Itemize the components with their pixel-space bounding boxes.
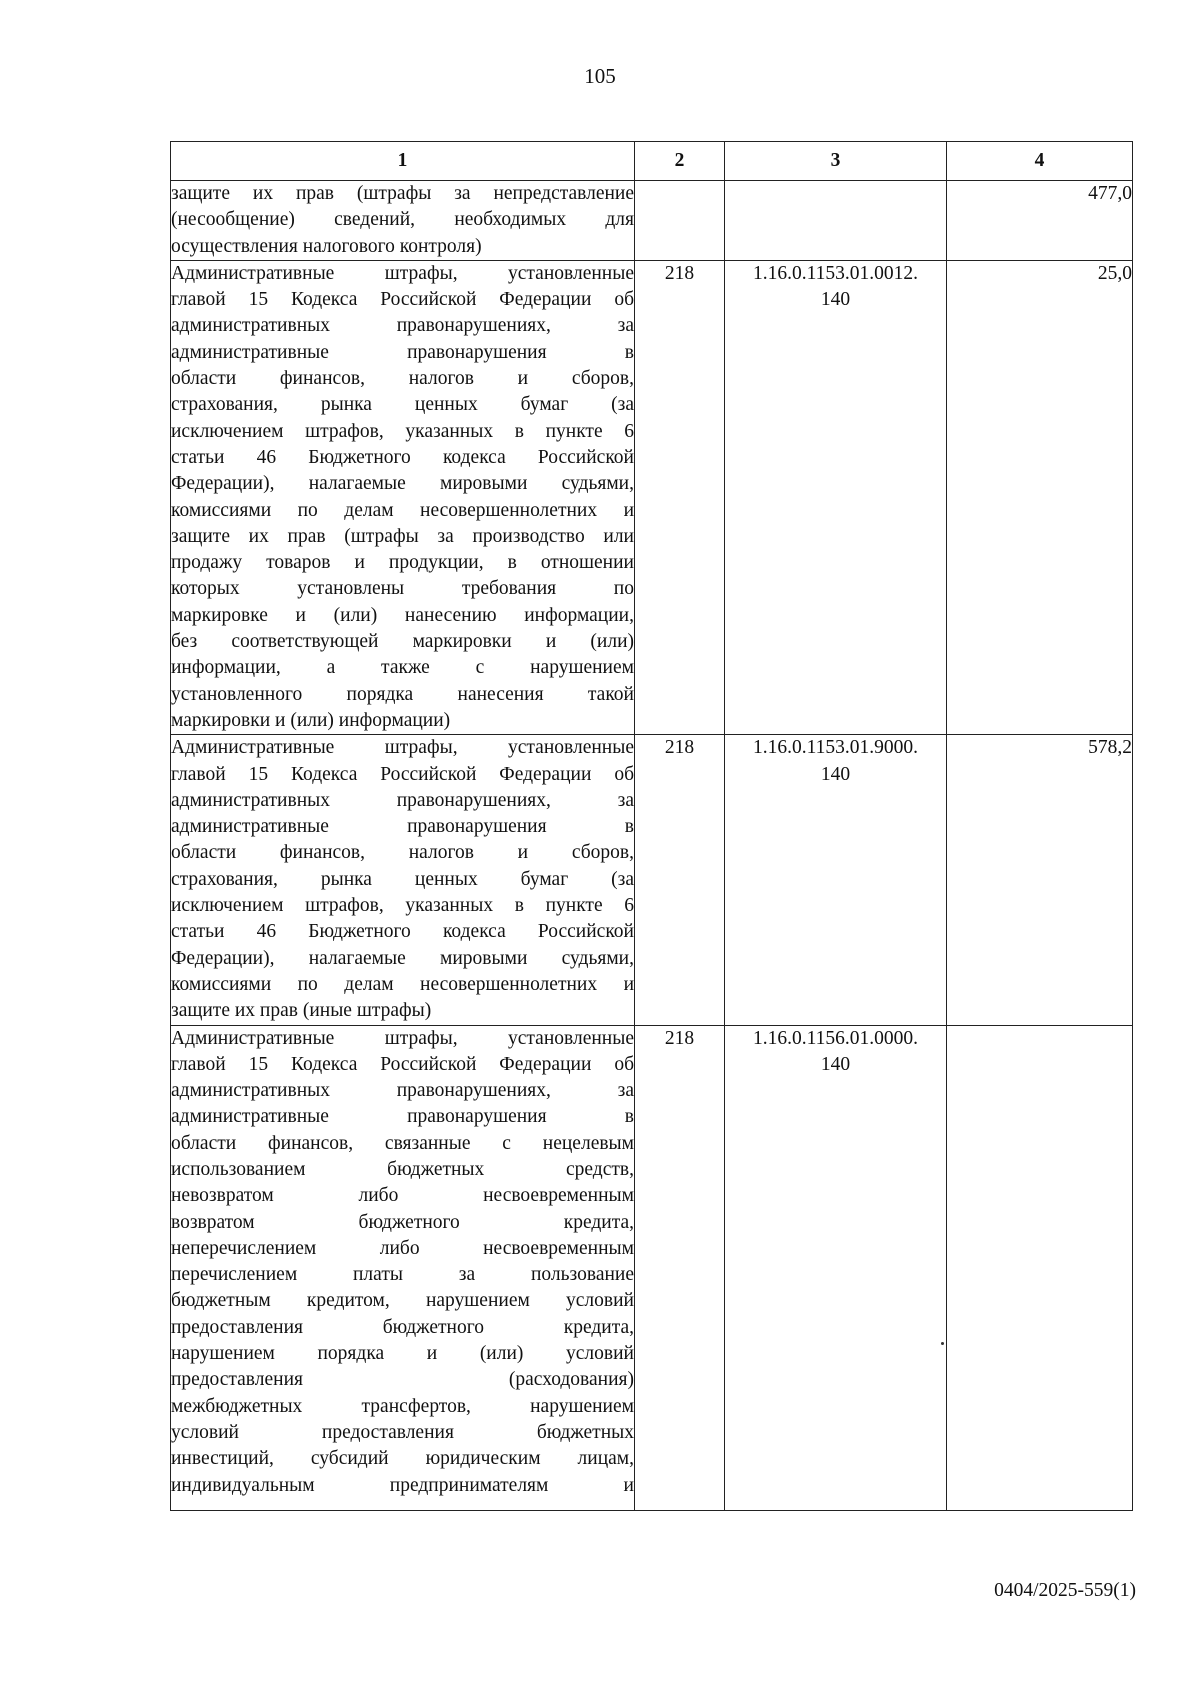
description-line: защите их прав (штрафы за производство или [171,525,634,547]
description-line: без соответствующей маркировки и (или) [171,631,634,653]
description-line: защите их прав (штрафы за непредставление [171,183,634,204]
description-line: главой 15 Кодекса Российской Федерации об [171,1053,634,1075]
description-line: административных правонарушениях, за [171,789,634,811]
description-line: использованием бюджетных средств, [171,1158,634,1180]
row-description [171,181,635,261]
description-line: маркировки и (или) информации) [171,709,451,731]
description-line: Административные штрафы, установленные [171,1027,634,1049]
kbk-code-line: 1.16.0.1153.01.0012. [752,262,919,284]
description-line: индивидуальным предпринимателям и [171,1474,634,1496]
description-line: установленного порядка нанесения такой [171,683,634,705]
kbk-code-line: 140 [820,289,851,311]
admin-code: 218 [635,1025,725,1510]
description-line: бюджетным кредитом, нарушением условий [171,1290,634,1312]
kbk-code [725,260,947,734]
description-line: информации, а также с нарушением [171,657,634,679]
amount: 25,0 [947,260,1133,734]
budget-revenue-table [170,141,1133,1511]
kbk-code [725,181,947,261]
table-header-row [171,142,1133,181]
amount: 578,2 [947,735,1133,1025]
amount [947,1025,1133,1510]
description-line: осуществления налогового контроля) [171,235,482,257]
description-line: межбюджетных трансфертов, нарушением [171,1395,634,1417]
description-line: области финансов, налогов и сборов, [171,842,634,864]
description-line: страхования, рынка ценных бумаг (за [171,868,634,890]
description-line: административных правонарушениях, за [171,1080,634,1102]
table-row [171,735,1133,1025]
row-description [171,735,635,1025]
description-line: административные правонарушения в [171,816,634,838]
description-line: неперечислением либо несвоевременным [171,1237,634,1259]
table-row [171,260,1133,734]
description-line: маркировке и (или) нанесению информации, [171,604,634,626]
description-line: области финансов, налогов и сборов, [171,368,634,390]
table-row [171,181,1133,261]
document-code: 0404/2025-559(1) [994,1580,1136,1601]
description-line: продажу товаров и продукции, в отношении [171,552,634,574]
description-line: страхования, рынка ценных бумаг (за [171,394,634,416]
description-line: административные правонарушения в [171,1106,634,1128]
description-line: комиссиями по делам несовершеннолетних и [171,499,634,521]
description-line: главой 15 Кодекса Российской Федерации об [171,763,634,785]
description-line: статьи 46 Бюджетного кодекса Российской [171,921,634,943]
amount: 477,0 [947,181,1133,261]
kbk-code [725,1025,947,1510]
description-line: условий предоставления бюджетных [171,1421,634,1443]
row-description [171,1025,635,1510]
table-body [171,181,1133,1511]
description-line: административных правонарушениях, за [171,315,634,337]
description-line: области финансов, связанные с нецелевым [171,1132,634,1154]
description-line: главой 15 Кодекса Российской Федерации об [171,289,634,311]
column-header-1: 1 [171,142,635,181]
description-line: комиссиями по делам несовершеннолетних и [171,973,634,995]
column-header-2: 2 [635,142,725,181]
page-number: 105 [584,64,616,88]
description-line: Административные штрафы, установленные [171,737,634,759]
description-line: исключением штрафов, указанных в пункте 6 [171,895,634,917]
column-header-3: 3 [725,142,947,181]
kbk-code-line: 1.16.0.1156.01.0000. [752,1027,919,1049]
admin-code: 218 [635,260,725,734]
description-line: статьи 46 Бюджетного кодекса Российской [171,446,634,468]
kbk-code-line: 140 [820,1053,851,1075]
description-line: административные правонарушения в [171,341,634,363]
description-line: (несообщение) сведений, необходимых для [171,209,634,231]
scan-speck [941,1342,944,1345]
kbk-code-line: 1.16.0.1153.01.9000. [752,737,919,759]
kbk-code-line: 140 [820,763,851,785]
description-line: перечислением платы за пользование [171,1264,634,1286]
kbk-code [725,735,947,1025]
description-line: нарушением порядка и (или) условий [171,1343,634,1365]
description-line: Федерации), налагаемые мировыми судьями, [171,473,634,495]
description-line: Федерации), налагаемые мировыми судьями, [171,947,634,969]
description-line: предоставления (расходования) [171,1369,634,1391]
description-line: Административные штрафы, установленные [171,262,634,284]
column-header-4: 4 [947,142,1133,181]
description-line: предоставления бюджетного кредита, [171,1316,634,1338]
description-line: возвратом бюджетного кредита, [171,1211,634,1233]
description-line: невозвратом либо несвоевременным [171,1185,634,1207]
description-line: защите их прав (иные штрафы) [171,1000,432,1022]
row-description [171,260,635,734]
description-line: которых установлены требования по [171,578,634,600]
admin-code [635,181,725,261]
description-line: исключением штрафов, указанных в пункте 6 [171,420,634,442]
table-row [171,1025,1133,1510]
description-line: инвестиций, субсидий юридическим лицам, [171,1448,634,1470]
admin-code: 218 [635,735,725,1025]
